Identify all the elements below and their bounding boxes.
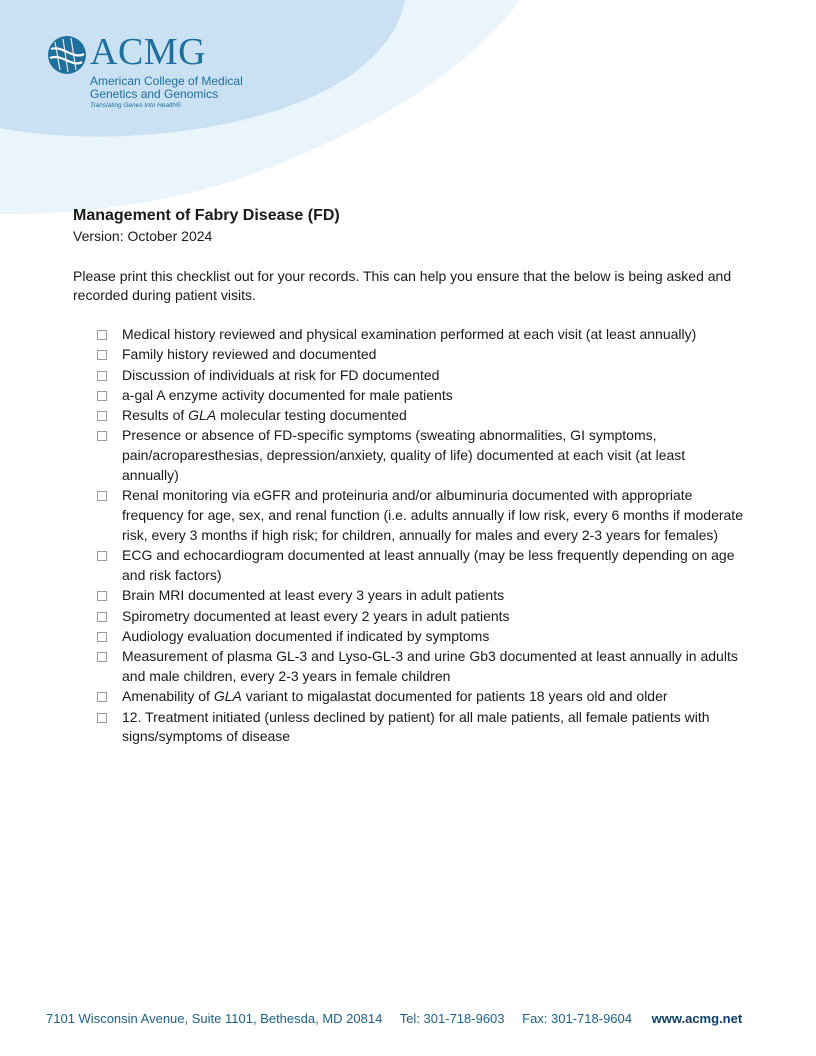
checkbox[interactable] [97, 713, 107, 723]
checkbox[interactable] [97, 551, 107, 561]
checklist-text-part: Family history reviewed and documented [122, 346, 377, 363]
checklist-text-part: Presence or absence of FD-specific symptoms (sweating abnormalities, GI symptoms, pain/acroparesthesias, depression/anxiety, quality of life) documented at each visit (at least annually) [122, 427, 686, 484]
checklist-text-part: Measurement of plasma GL-3 and Lyso-GL-3 and urine Gb3 documented at least annually in adults and male children, every 2-3 years in female children [122, 648, 738, 685]
checklist-item [97, 647, 743, 687]
footer-tel: Tel: 301-718-9603 [399, 1011, 505, 1026]
logo-org-line-2: Genetics and Genomics [90, 87, 219, 101]
checklist [97, 325, 743, 747]
checklist-item [97, 607, 743, 627]
checklist-item [97, 426, 743, 485]
checklist-item-text [122, 607, 510, 627]
checklist-item-text [122, 345, 376, 365]
checkbox[interactable] [97, 350, 107, 360]
checklist-item [97, 345, 743, 365]
checklist-item-text [122, 366, 439, 386]
checklist-item [97, 546, 743, 586]
checklist-item-text [122, 687, 668, 707]
checkbox[interactable] [97, 411, 107, 421]
checklist-item [97, 386, 743, 406]
checklist-item [97, 366, 743, 386]
checklist-text-part: Results of [122, 407, 189, 424]
checklist-text-part: Spirometry documented at least every 2 years in adult patients [122, 607, 510, 624]
checklist-text-part: ECG and echocardiogram documented at least annually (may be less frequently depending on age and risk factors) [122, 547, 735, 584]
checklist-text-part: molecular testing documented [216, 407, 407, 424]
checkbox[interactable] [97, 612, 107, 622]
checklist-text-part: variant to migalastat documented for patients 18 years old and older [241, 688, 668, 705]
checkbox[interactable] [97, 652, 107, 662]
checkbox[interactable] [97, 692, 107, 702]
checklist-text-part: Medical history reviewed and physical examination performed at each visit (at least annually) [122, 326, 697, 342]
checklist-item-text [122, 708, 743, 748]
document-body [73, 206, 743, 748]
checkbox[interactable] [97, 391, 107, 401]
checklist-item-text [122, 546, 743, 586]
footer-address: 7101 Wisconsin Avenue, Suite 1101, Bethesda, MD 20814 [46, 1011, 383, 1026]
checkbox[interactable] [97, 371, 107, 381]
checkbox[interactable] [97, 591, 107, 601]
checkbox[interactable] [97, 431, 107, 441]
checklist-text-part: Audiology evaluation documented if indicated by symptoms [122, 627, 490, 644]
checklist-text-part: Discussion of individuals at risk for FD documented [122, 366, 440, 383]
logo-organization-name [90, 75, 280, 101]
checklist-item-text [122, 486, 743, 545]
checkbox[interactable] [97, 632, 107, 642]
checkbox[interactable] [97, 330, 107, 340]
checklist-item-text [122, 647, 743, 687]
gene-name-italic: GLA [188, 407, 217, 424]
footer-contact [46, 1011, 776, 1026]
checklist-item-text [122, 406, 407, 426]
checklist-item-text [122, 627, 489, 647]
logo-wordmark: ACMG [90, 31, 207, 73]
checklist-item-text [122, 426, 743, 485]
dna-globe-icon [46, 34, 88, 76]
intro-paragraph: Please print this checklist out for your records. This can help you ensure that the below is being asked and recorded during patient visits. [73, 268, 732, 303]
checklist-item [97, 586, 743, 606]
checklist-text-part: 12. Treatment initiated (unless declined by patient) for all male patients, all female patients with signs/symptoms of disease [122, 708, 710, 745]
document-title: Management of Fabry Disease (FD) [73, 207, 340, 224]
gene-name-italic: GLA [213, 688, 242, 705]
checklist-item [97, 325, 743, 345]
checklist-text-part: Amenability of [122, 688, 214, 705]
checklist-item-text [122, 586, 504, 606]
logo-tagline: Translating Genes Into Health® [90, 102, 181, 109]
checklist-text-part: a-gal A enzyme activity documented for male patients [122, 386, 453, 403]
checklist-item-text [122, 386, 453, 406]
document-version: Version: October 2024 [73, 228, 213, 244]
footer-website-link[interactable]: www.acmg.net [651, 1011, 743, 1026]
footer-fax: Fax: 301-718-9604 [522, 1011, 632, 1026]
checklist-item [97, 486, 743, 545]
checklist-item [97, 708, 743, 748]
checkbox[interactable] [97, 491, 107, 501]
checklist-item [97, 406, 743, 426]
checklist-item-text [122, 325, 696, 345]
checklist-text-part: Renal monitoring via eGFR and proteinuria and/or albuminuria documented with appropriate frequency for age, sex, and renal function (i.e. adults annually if low risk, every 6 months if moderate risk, every 3 months if high risk; for children, annually for males and every 2-3 years for females) [122, 487, 743, 543]
checklist-item [97, 627, 743, 647]
checklist-text-part: Brain MRI documented at least every 3 years in adult patients [122, 587, 505, 604]
checklist-item [97, 687, 743, 707]
logo-org-line-1: American College of Medical [90, 74, 243, 88]
